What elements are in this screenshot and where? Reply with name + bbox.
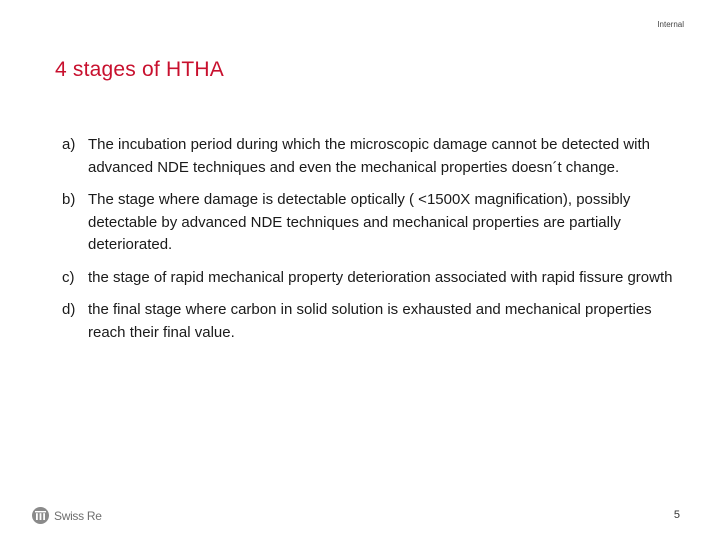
logo-text: Swiss Re bbox=[54, 508, 102, 523]
stage-item-a bbox=[62, 134, 682, 179]
stage-item-d bbox=[62, 299, 682, 344]
page-number: 5 bbox=[673, 509, 680, 521]
stage-text: The incubation period during which the microscopic damage cannot be detected with advanced NDE techniques and even the mechanical properties doesn´t change. bbox=[88, 136, 651, 176]
classification-label: Internal bbox=[657, 20, 684, 29]
slide-title: 4 stages of HTHA bbox=[55, 58, 224, 81]
logo-pillars-icon bbox=[35, 511, 46, 520]
stage-text: the stage of rapid mechanical property deterioration associated with rapid fissure growth bbox=[88, 268, 673, 286]
stage-marker: d) bbox=[62, 301, 76, 318]
logo-emblem-icon bbox=[32, 507, 49, 524]
stage-marker: a) bbox=[62, 136, 76, 153]
stage-marker: c) bbox=[62, 268, 75, 286]
stage-item-b bbox=[62, 189, 682, 257]
company-logo bbox=[32, 507, 102, 524]
stage-text: The stage where damage is detectable optically ( <1500X magnification), possibly detectable by advanced NDE techniques and mechanical properties are partially deteriorated. bbox=[88, 191, 631, 253]
stage-list bbox=[62, 134, 682, 354]
stage-text: the final stage where carbon in solid solution is exhausted and mechanical properties reach their final value. bbox=[88, 301, 652, 341]
stage-item-c bbox=[62, 267, 682, 290]
stage-marker: b) bbox=[62, 191, 76, 208]
